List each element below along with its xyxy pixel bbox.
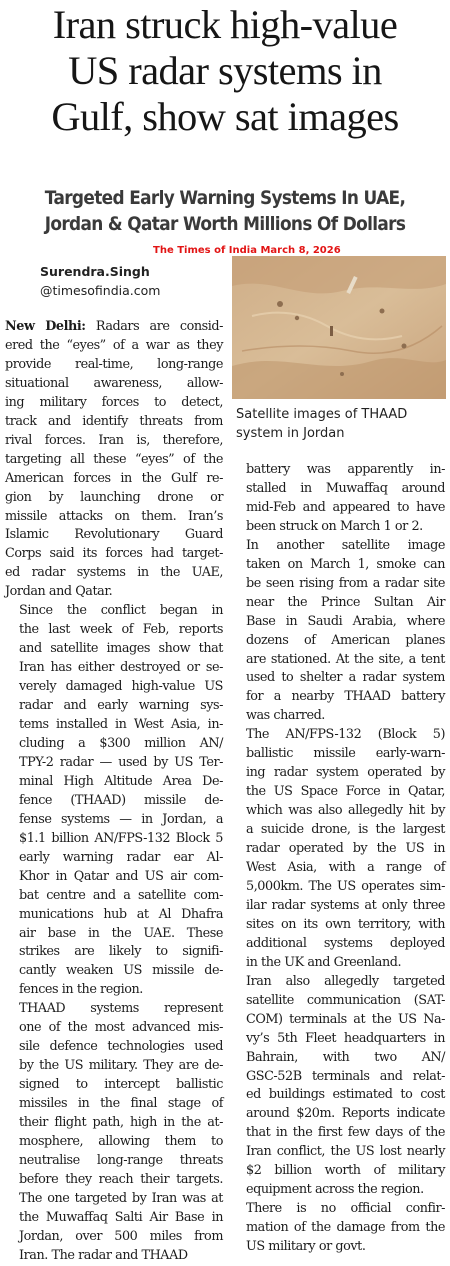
article-line: verely damaged high-value US: [19, 679, 223, 695]
article-line: are stationed. At the site, a tent: [246, 651, 445, 667]
article-line: early warning radar ear Al-: [19, 849, 223, 865]
article-line: be seen rising from a radar site: [246, 575, 445, 591]
article-line: $1.1 billion AN/FPS-132 Block 5: [19, 830, 223, 846]
article-line: mosphere, allowing them to: [19, 1133, 223, 1149]
article-line: additional systems deployed: [246, 935, 445, 951]
article-line: COM) terminals at the US Na-: [246, 1011, 445, 1027]
article-line: that in the first few days of the: [246, 1125, 445, 1141]
article-line: Iran has either destroyed or se-: [19, 660, 223, 676]
article-line: Iran conflict, the US lost nearly: [246, 1144, 445, 1160]
article-line: tems installed in West Asia, in-: [19, 717, 223, 733]
article-line: In another satellite image: [246, 537, 445, 553]
article-line: Radars are consid-: [85, 319, 223, 334]
article-line: US military or govt.: [246, 1239, 366, 1255]
article-line: equipment across the region.: [246, 1182, 424, 1198]
article-line: mid-Feb and appeared to have: [246, 499, 445, 515]
headline-line-2: US radar systems in: [68, 48, 382, 93]
left-column-paragraph: [5, 1000, 223, 1265]
article-line: strikes are likely to signifi-: [19, 944, 223, 960]
article-line: radar operated by the US in: [246, 841, 445, 857]
dateline: [5, 318, 223, 337]
headline-line-3: Gulf, show sat images: [51, 94, 399, 139]
article-line: for a nearby THAAD battery: [246, 689, 445, 705]
article-line: the last week of Feb, reports: [19, 622, 223, 638]
article-line: Since the conflict began in: [19, 603, 223, 619]
byline-author: Surendra.Singh: [40, 264, 150, 279]
article-line: fense systems — in Jordan, a: [19, 811, 223, 827]
article-line: track and identify threats from: [5, 413, 223, 429]
article-line: and satellite images show that: [19, 641, 223, 657]
article-line: taken on March 1, smoke can: [246, 556, 445, 572]
article-column-right: [232, 461, 445, 1257]
article-line: Bahrain, with two AN/: [246, 1049, 445, 1065]
left-column-paragraph: [5, 602, 223, 1000]
article-line: mation of the damage from the: [246, 1220, 445, 1236]
article-line: missile attacks on them. Iran’s: [5, 508, 223, 524]
article-line: Jordan, over 500 miles from: [19, 1228, 223, 1244]
article-line: fences in the region.: [19, 982, 143, 998]
satellite-photo: [232, 256, 446, 399]
article-line: by the US military. They are de-: [19, 1058, 223, 1074]
article-line: their flight path, high in the at-: [19, 1115, 223, 1131]
article-line: minal High Altitude Area De-: [19, 773, 223, 789]
right-column-paragraph: [232, 1200, 445, 1257]
article-line: dozens of American planes: [246, 632, 445, 648]
article-line: ered the “eyes” of a war as they: [5, 337, 223, 353]
article-line: one of the most advanced mis-: [19, 1020, 223, 1036]
article-line: gion by launching drone or: [5, 489, 223, 505]
article-line: There is no official confir-: [246, 1201, 445, 1217]
article-line: American forces in the Gulf re-: [5, 470, 223, 486]
byline: [40, 262, 160, 300]
right-column-paragraph: [232, 973, 445, 1200]
article-line: used to shelter a radar system: [246, 670, 445, 686]
article-line: sites on its own territory, with: [246, 916, 445, 932]
article-line: Corps said its forces had target-: [5, 546, 223, 562]
article-line: was charred.: [246, 708, 325, 724]
right-column-paragraph: [232, 537, 445, 727]
article-line: ballistic missile early-warn-: [246, 746, 445, 762]
source-credit: The Times of India March 8, 2026: [153, 245, 341, 256]
article-line: ing military forces to detect,: [5, 394, 223, 410]
article-line: stalled in Muwaffaq around: [246, 480, 445, 496]
article-line: The AN/FPS-132 (Block 5): [246, 727, 445, 743]
article-line: The one targeted by Iran was at: [19, 1190, 223, 1206]
article-line: Base in Saudi Arabia, where: [246, 613, 445, 629]
article-line: Jordan and Qatar.: [5, 584, 113, 600]
article-line: $2 billion worth of military: [246, 1163, 445, 1179]
article-line: TPY-2 radar — used by US Ter-: [19, 754, 223, 770]
right-column-paragraph: [232, 726, 445, 972]
article-line: provide real-time, long-range: [5, 356, 223, 372]
article-line: Iran also allegedly targeted: [246, 973, 445, 989]
article-line: which was also allegedly hit by: [246, 803, 445, 819]
byline-handle: @timesofindia.com: [40, 283, 161, 298]
article-line: rival forces. Iran is, therefore,: [5, 432, 223, 448]
subheadline-line-2: Jordan & Qatar Worth Millions Of Dollars: [44, 214, 406, 235]
article-line: Islamic Revolutionary Guard: [5, 527, 223, 543]
article-line: near the Prince Sultan Air: [246, 594, 445, 610]
headline: [0, 2, 450, 140]
article-line: missiles in the final stage of: [19, 1096, 223, 1112]
article-line: Khor in Qatar and US air com-: [19, 868, 223, 884]
photo-caption-line-1: Satellite images of THAAD: [236, 407, 408, 422]
article-line: cluding a $300 million AN/: [19, 735, 223, 751]
article-line: West Asia, with a range of: [246, 860, 445, 876]
article-line: a suicide drone, is the largest: [246, 822, 445, 838]
headline-line-1: Iran struck high-value: [52, 2, 398, 47]
article-line: sile defence technologies used: [19, 1039, 223, 1055]
article-line: the Muwaffaq Salti Air Base in: [19, 1209, 223, 1225]
article-line: signed to intercept ballistic: [19, 1077, 223, 1093]
article-line: munications hub at Al Dhafra: [19, 906, 223, 922]
photo-caption-line-2: system in Jordan: [236, 426, 345, 441]
article-line: fence (THAAD) missile de-: [19, 792, 223, 808]
article-line: THAAD systems represent: [19, 1001, 223, 1017]
article-line: ing radar system operated by: [246, 765, 445, 781]
article-line: ilar radar systems at only three: [246, 897, 445, 913]
article-line: in the UK and Greenland.: [246, 954, 402, 970]
article-line: vy’s 5th Fleet headquarters in: [246, 1030, 445, 1046]
article-line: ed radar systems in the UAE,: [5, 565, 223, 581]
article-line: situational awareness, allow-: [5, 375, 223, 391]
dateline-place: New Delhi:: [5, 319, 86, 334]
article-line: radar and early warning sys-: [19, 698, 223, 714]
article-line: GSC-52B terminals and relat-: [246, 1068, 445, 1084]
photo-caption: [236, 405, 441, 443]
article-line: battery was apparently in-: [246, 462, 445, 477]
article-line: targeting all these “eyes” of the: [5, 451, 223, 467]
article-line: around $20m. Reports indicate: [246, 1106, 445, 1122]
article-line: neutralise long-range threats: [19, 1152, 223, 1168]
article-line: Iran. The radar and THAAD: [19, 1247, 188, 1263]
right-column-paragraph: [232, 461, 445, 537]
subheadline: [18, 186, 432, 238]
article-line: bat centre and a satellite com-: [19, 887, 223, 903]
article-line: before they reach their targets.: [19, 1171, 223, 1187]
article-line: the US Space Force in Qatar,: [246, 784, 445, 800]
article-line: air base in the UAE. These: [19, 925, 223, 941]
article-line: cantly weaken US missile de-: [19, 963, 223, 979]
article-column-left: [5, 318, 223, 1266]
subheadline-line-1: Targeted Early Warning Systems In UAE,: [44, 188, 406, 209]
satellite-photo-image: [232, 256, 446, 399]
article-line: ed buildings estimated to cost: [246, 1087, 445, 1103]
left-column-paragraph: [5, 318, 223, 602]
article-line: 5,000km. The US operates sim-: [246, 878, 445, 894]
article-line: been struck on March 1 or 2.: [246, 518, 423, 534]
article-line: satellite communication (SAT-: [246, 992, 445, 1008]
